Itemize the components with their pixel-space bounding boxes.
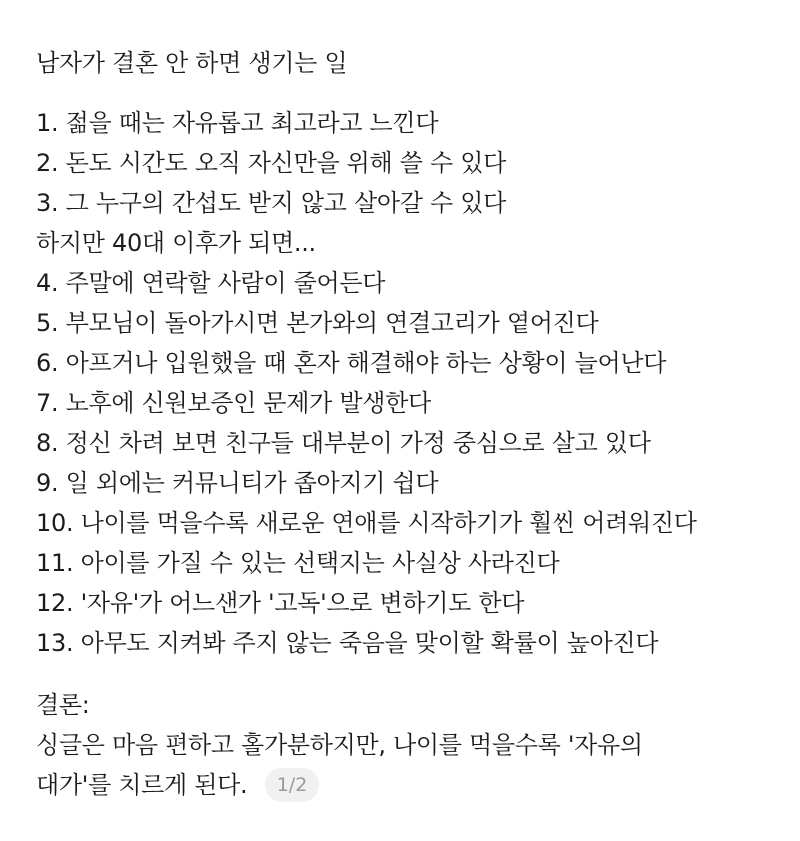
list-item: 하지만 40대 이후가 되면... xyxy=(36,229,316,257)
list-item: 7. 노후에 신원보증인 문제가 발생한다 xyxy=(36,389,431,417)
list-item: 10. 나이를 먹을수록 새로운 연애를 시작하기가 훨씬 어려워진다 xyxy=(36,509,697,537)
list-item: 2. 돈도 시간도 오직 자신만을 위해 쓸 수 있다 xyxy=(36,149,506,177)
post-title: 남자가 결혼 안 하면 생기는 일 xyxy=(36,49,348,77)
list-item: 5. 부모님이 돌아가시면 본가와의 연결고리가 옅어진다 xyxy=(36,309,599,337)
list-item: 8. 정신 차려 보면 친구들 대부분이 가정 중심으로 살고 있다 xyxy=(36,429,651,457)
page-indicator-badge[interactable]: 1/2 xyxy=(265,768,320,802)
spacer xyxy=(36,663,776,685)
post-list xyxy=(36,103,776,663)
list-item: 1. 젊을 때는 자유롭고 최고라고 느낀다 xyxy=(36,109,439,137)
list-item: 3. 그 누구의 간섭도 받지 않고 살아갈 수 있다 xyxy=(36,189,506,217)
list-item: 13. 아무도 지켜봐 주지 않는 죽음을 맞이할 확률이 높아진다 xyxy=(36,629,659,657)
conclusion-line-end xyxy=(36,765,776,805)
list-item: 4. 주말에 연락할 사람이 줄어든다 xyxy=(36,269,386,297)
conclusion-label: 결론: xyxy=(36,691,90,719)
list-item: 9. 일 외에는 커뮤니티가 좁아지기 쉽다 xyxy=(36,469,439,497)
list-item: 11. 아이를 가질 수 있는 선택지는 사실상 사라진다 xyxy=(36,549,560,577)
conclusion-line: 대가'를 치르게 된다. xyxy=(36,771,248,799)
post-body xyxy=(36,43,776,805)
conclusion-line: 싱글은 마음 편하고 홀가분하지만, 나이를 먹을수록 '자유의 xyxy=(36,731,643,759)
list-item: 12. '자유'가 어느샌가 '고독'으로 변하기도 한다 xyxy=(36,589,525,617)
list-item: 6. 아프거나 입원했을 때 혼자 해결해야 하는 상황이 늘어난다 xyxy=(36,349,667,377)
